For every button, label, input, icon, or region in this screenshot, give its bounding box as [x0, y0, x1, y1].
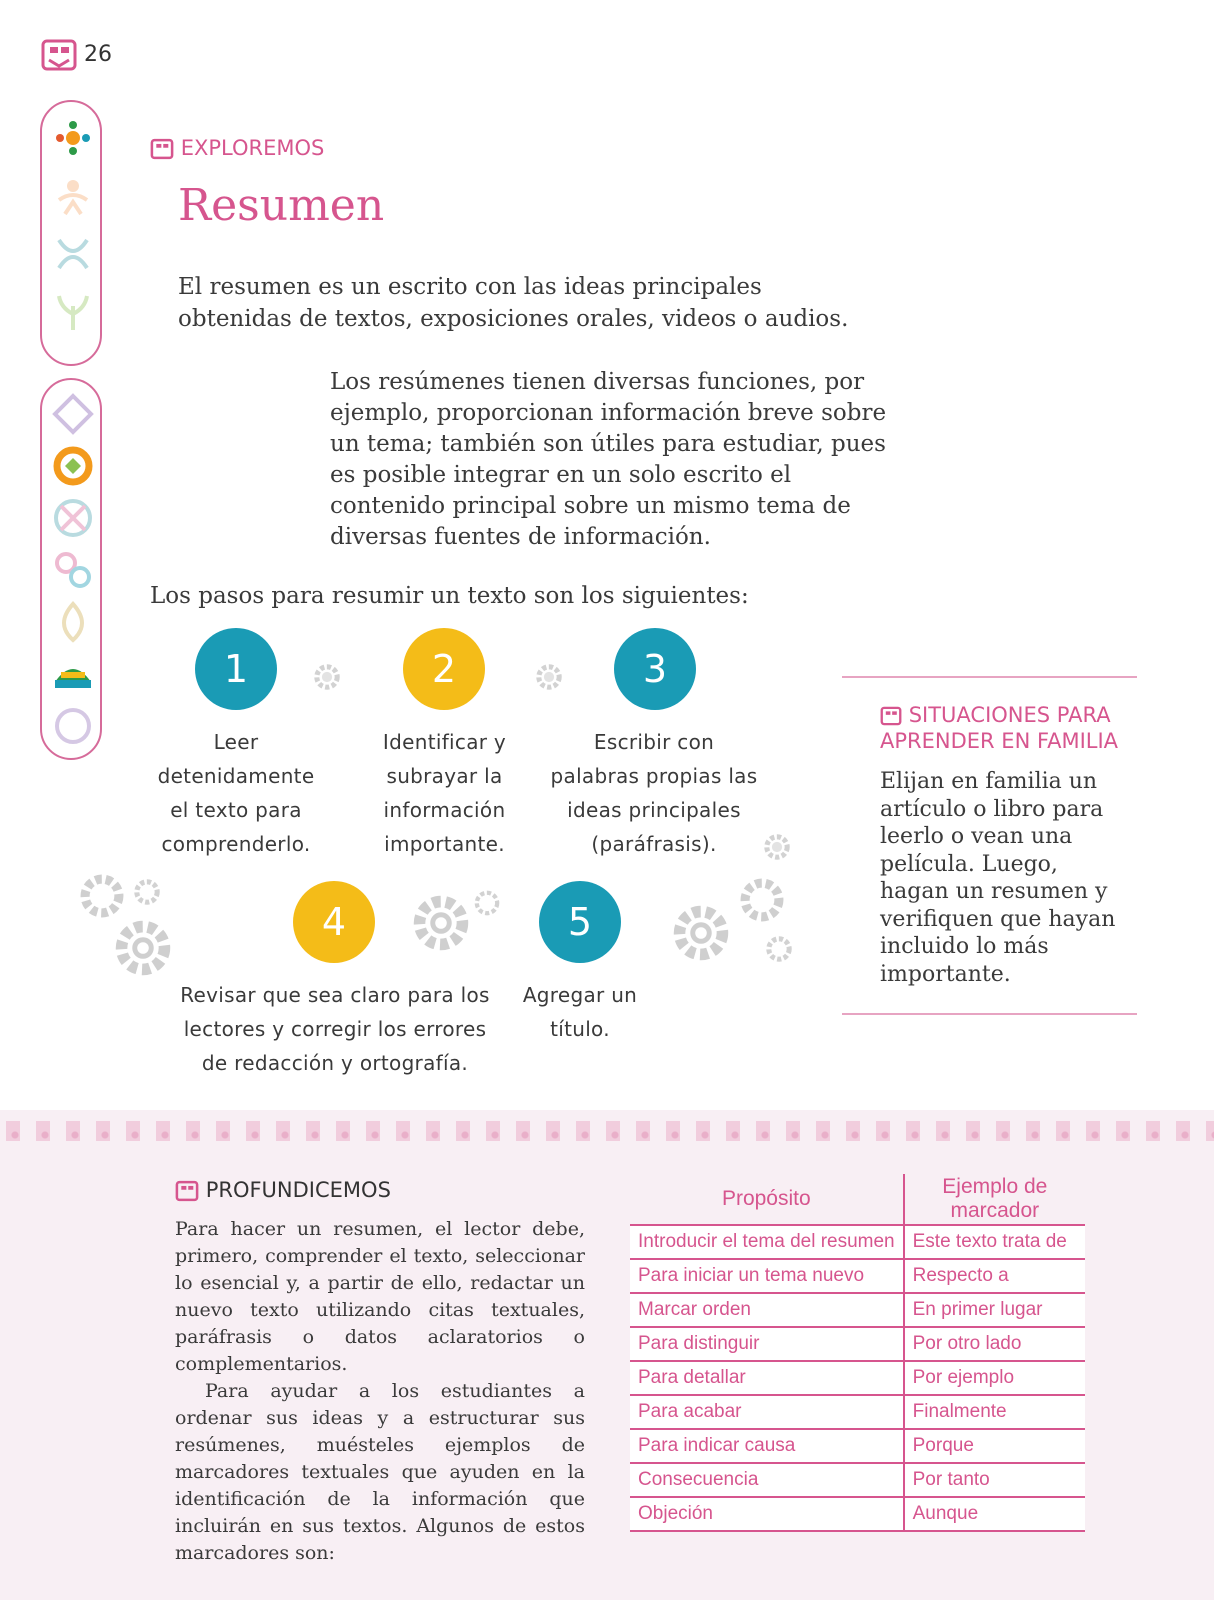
- deepen-paragraph-1: Para hacer un resumen, el lector debe, primero, comprender el texto, seleccionar lo esencial y, a partir de ello, redactar un nuevo texto utilizando citas textuales, paráfrasis o datos aclaratorios o complementarios.: [175, 1218, 585, 1375]
- gear-icon: [760, 830, 794, 864]
- stylized-glyph-icon: [880, 705, 902, 727]
- table-cell: Para distinguir: [630, 1327, 904, 1361]
- step-number: 3: [614, 628, 696, 710]
- decorative-border: [0, 1115, 1214, 1141]
- table-cell: Para detallar: [630, 1361, 904, 1395]
- table-cell: Consecuencia: [630, 1463, 904, 1497]
- step-number: 1: [195, 628, 277, 710]
- gear-icon: [532, 660, 566, 694]
- stylized-glyph-icon: [150, 137, 174, 161]
- table-cell: Para iniciar un tema nuevo: [630, 1259, 904, 1293]
- figure-icon: [51, 176, 95, 220]
- side-strip-bottom: [40, 378, 102, 760]
- ring-icon: [51, 444, 95, 488]
- table-row: [630, 1225, 1085, 1259]
- step-text: Identificar y subrayar la información importante.: [382, 730, 507, 856]
- table-cell: Introducir el tema del resumen: [630, 1225, 904, 1259]
- table-row: [630, 1293, 1085, 1327]
- figure-icon: [51, 232, 95, 276]
- table-row: [630, 1259, 1085, 1293]
- table-cell: Objeción: [630, 1497, 904, 1531]
- gear-icon: [762, 932, 796, 966]
- table-cell: En primer lugar: [904, 1293, 1085, 1327]
- column-header: Propósito: [630, 1174, 904, 1225]
- table-cell: Respecto a: [904, 1259, 1085, 1293]
- gear-icon: [130, 875, 164, 909]
- step-text: Revisar que sea claro para los lectores y corregir los errores de redacción y ortografía.: [180, 983, 490, 1075]
- table-cell: Este texto trata de: [904, 1225, 1085, 1259]
- page-title: Resumen: [178, 180, 385, 231]
- table-cell: Finalmente: [904, 1395, 1085, 1429]
- family-text: Elijan en familia un artículo o libro para leerlo o vean una película. Luego, hagan un resumen y verifiquen que hayan incluido lo más importante.: [880, 769, 1116, 987]
- table-cell: Por ejemplo: [904, 1361, 1085, 1395]
- table-row: [630, 1395, 1085, 1429]
- deepen-paragraph-2: Para ayudar a los estudiantes a ordenar sus ideas y a estructurar sus resúmenes, muésteles ejemplos de marcadores textuales que ayuden en la identificación de la información que incluirán en sus textos. Algunos de estos marcadores son:: [175, 1380, 585, 1564]
- table-row: [630, 1361, 1085, 1395]
- deepen-text: [175, 1216, 585, 1567]
- stylized-glyph-icon: [175, 1179, 199, 1203]
- link-icon: [51, 548, 95, 592]
- step-number: 5: [539, 881, 621, 963]
- marker-table: [630, 1174, 1085, 1532]
- steps-intro: Los pasos para resumir un texto son los siguientes:: [150, 583, 749, 609]
- mound-icon: [51, 652, 95, 696]
- step-number: 4: [293, 881, 375, 963]
- table-row: [630, 1429, 1085, 1463]
- intro-paragraph: El resumen es un escrito con las ideas principales obtenidas de textos, exposiciones orales, videos o audios.: [178, 274, 849, 332]
- table-cell: Por tanto: [904, 1463, 1085, 1497]
- circle-cross-icon: [51, 496, 95, 540]
- explore-label-text: EXPLOREMOS: [180, 136, 325, 160]
- page-number: 26: [84, 42, 112, 67]
- gear-icon: [408, 890, 474, 956]
- family-title: [880, 702, 1140, 754]
- step-text: Escribir con palabras propias las ideas principales (paráfrasis).: [550, 730, 758, 856]
- table-header-row: [630, 1174, 1085, 1225]
- plant-icon: [51, 290, 95, 334]
- family-title-text: SITUACIONES PARA APRENDER EN FAMILIA: [880, 703, 1119, 753]
- gear-icon: [110, 915, 176, 981]
- diamond-icon: [51, 392, 95, 436]
- deepen-label-text: PROFUNDICEMOS: [205, 1178, 391, 1202]
- section-label-deepen: [175, 1178, 391, 1203]
- circle-icon: [51, 704, 95, 748]
- functions-paragraph: Los resúmenes tienen diversas funciones, por ejemplo, proporcionan información breve sobre un tema; también son útiles para estudiar, pues es posible integrar en un solo escrito el contenido principal sobre un mismo tema de diversas fuentes de información.: [330, 369, 887, 550]
- table-cell: Para acabar: [630, 1395, 904, 1429]
- side-strip-top: [40, 100, 102, 366]
- table-cell: Aunque: [904, 1497, 1085, 1531]
- section-label-explore: [150, 136, 324, 161]
- step-text: Agregar un título.: [522, 983, 638, 1041]
- stylized-glyph-icon: [40, 36, 78, 74]
- table-row: [630, 1497, 1085, 1531]
- leaf-icon: [51, 600, 95, 644]
- table-row: [630, 1327, 1085, 1361]
- gear-icon: [668, 900, 734, 966]
- table-cell: Marcar orden: [630, 1293, 904, 1327]
- table-cell: Porque: [904, 1429, 1085, 1463]
- column-header: Ejemplo de marcador: [904, 1174, 1085, 1225]
- flower-dots-icon: [51, 116, 95, 160]
- gear-icon: [736, 874, 788, 926]
- table-cell: Para indicar causa: [630, 1429, 904, 1463]
- gear-icon: [470, 886, 504, 920]
- gear-icon: [310, 660, 344, 694]
- table-cell: Por otro lado: [904, 1327, 1085, 1361]
- table-row: [630, 1463, 1085, 1497]
- step-text: Leer detenidamente el texto para comprenderlo.: [157, 730, 315, 856]
- step-number: 2: [403, 628, 485, 710]
